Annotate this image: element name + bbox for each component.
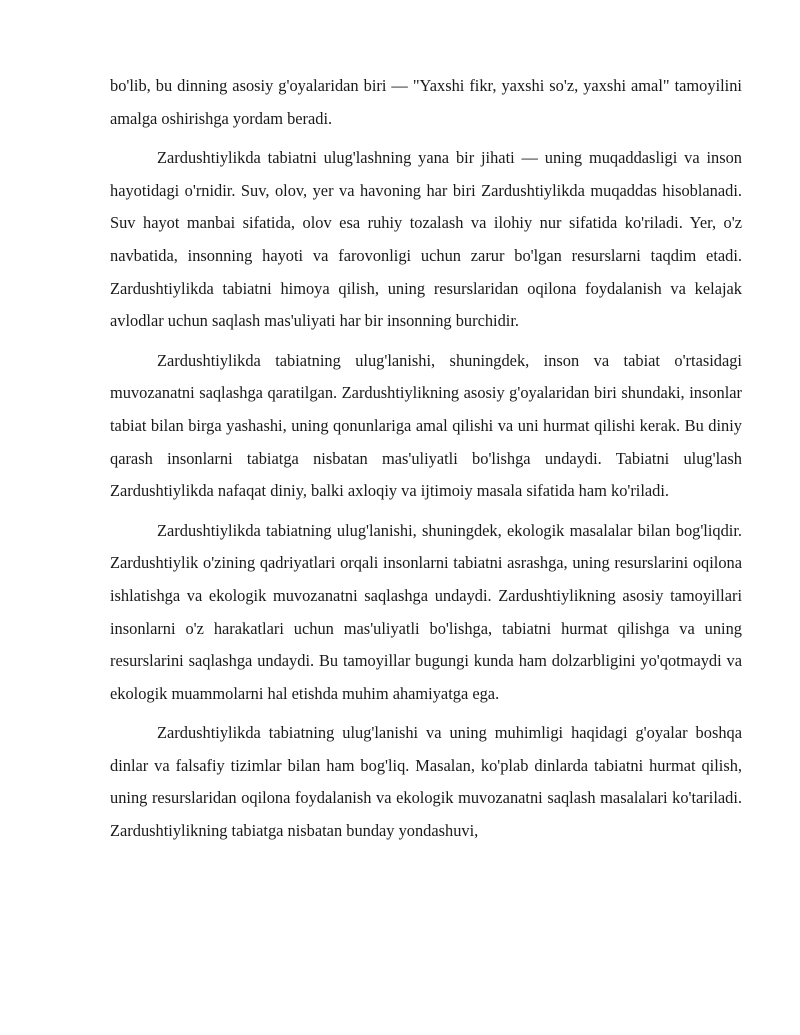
paragraph: Zardushtiylikda tabiatning ulug'lanishi va uning muhimligi haqidagi g'oyalar boshqa dinlar va falsafiy tizimlar bilan ham bog'liq. Masalan, ko'plab dinlarda tabiatni hurmat qilish, uning resurslaridan oqilona foydalanish va ekologik muvozanatni saqlash masalalari ko'tariladi. Zardushtiylikning tabiatga nisbatan bunday yondashuvi, [110,723,742,841]
paragraph: Zardushtiylikda tabiatning ulug'lanishi, shuningdek, inson va tabiat o'rtasidagi muvozanatni saqlashga qaratilgan. Zardushtiylikning asosiy g'oyalaridan biri shundaki, insonlar tabiat bilan birga yashashi, uning qonunlariga amal qilishi va uni hurmat qilishi kerak. Bu diniy qarash insonlarni tabiatga nisbatan mas'uliyatli bo'lishga undaydi. Tabiatni ulug'lash Zardushtiylikda nafaqat diniy, balki axloqiy va ijtimoiy masala sifatida ham ko'riladi. [110,350,742,501]
paragraph-continuation: bo'lib, bu dinning asosiy g'oyalaridan biri — "Yaxshi fikr, yaxshi so'z, yaxshi amal" tamoyilini amalga oshirishga yordam beradi. [110,76,742,128]
paragraph: Zardushtiylikda tabiatni ulug'lashning yana bir jihati — uning muqaddasligi va inson hayotidagi o'rnidir. Suv, olov, yer va havoning har biri Zardushtiylikda muqaddas hisoblanadi. Suv hayot manbai sifatida, olov esa ruhiy tozalash va ilohiy nur sifatida ko'riladi. Yer, o'z navbatida, insonning hayoti va farovonligi uchun zarur bo'lgan resurslarni taqdim etadi. Zardushtiylikda tabiatni himoya qilish, uning resurslaridan oqilona foydalanish va kelajak avlodlar uchun saqlash mas'uliyati har bir insonning burchidir. [110,148,742,331]
paragraph: Zardushtiylikda tabiatning ulug'lanishi, shuningdek, ekologik masalalar bilan bog'liqdir. Zardushtiylik o'zining qadriyatlari orqali insonlarni tabiatni asrashga, uning resurslarini oqilona ishlatishga va ekologik muvozanatni saqlashga undaydi. Zardushtiylikning asosiy tamoyillari insonlarni o'z harakatlari uchun mas'uliyatli bo'lishga, tabiatni hurmat qilishga va uning resurslarini saqlashga undaydi. Bu tamoyillar bugungi kunda ham dolzarbligini yo'qotmaydi va ekologik muammolarni hal etishda muhim ahamiyatga ega. [110,520,742,703]
document-body [110,70,742,855]
